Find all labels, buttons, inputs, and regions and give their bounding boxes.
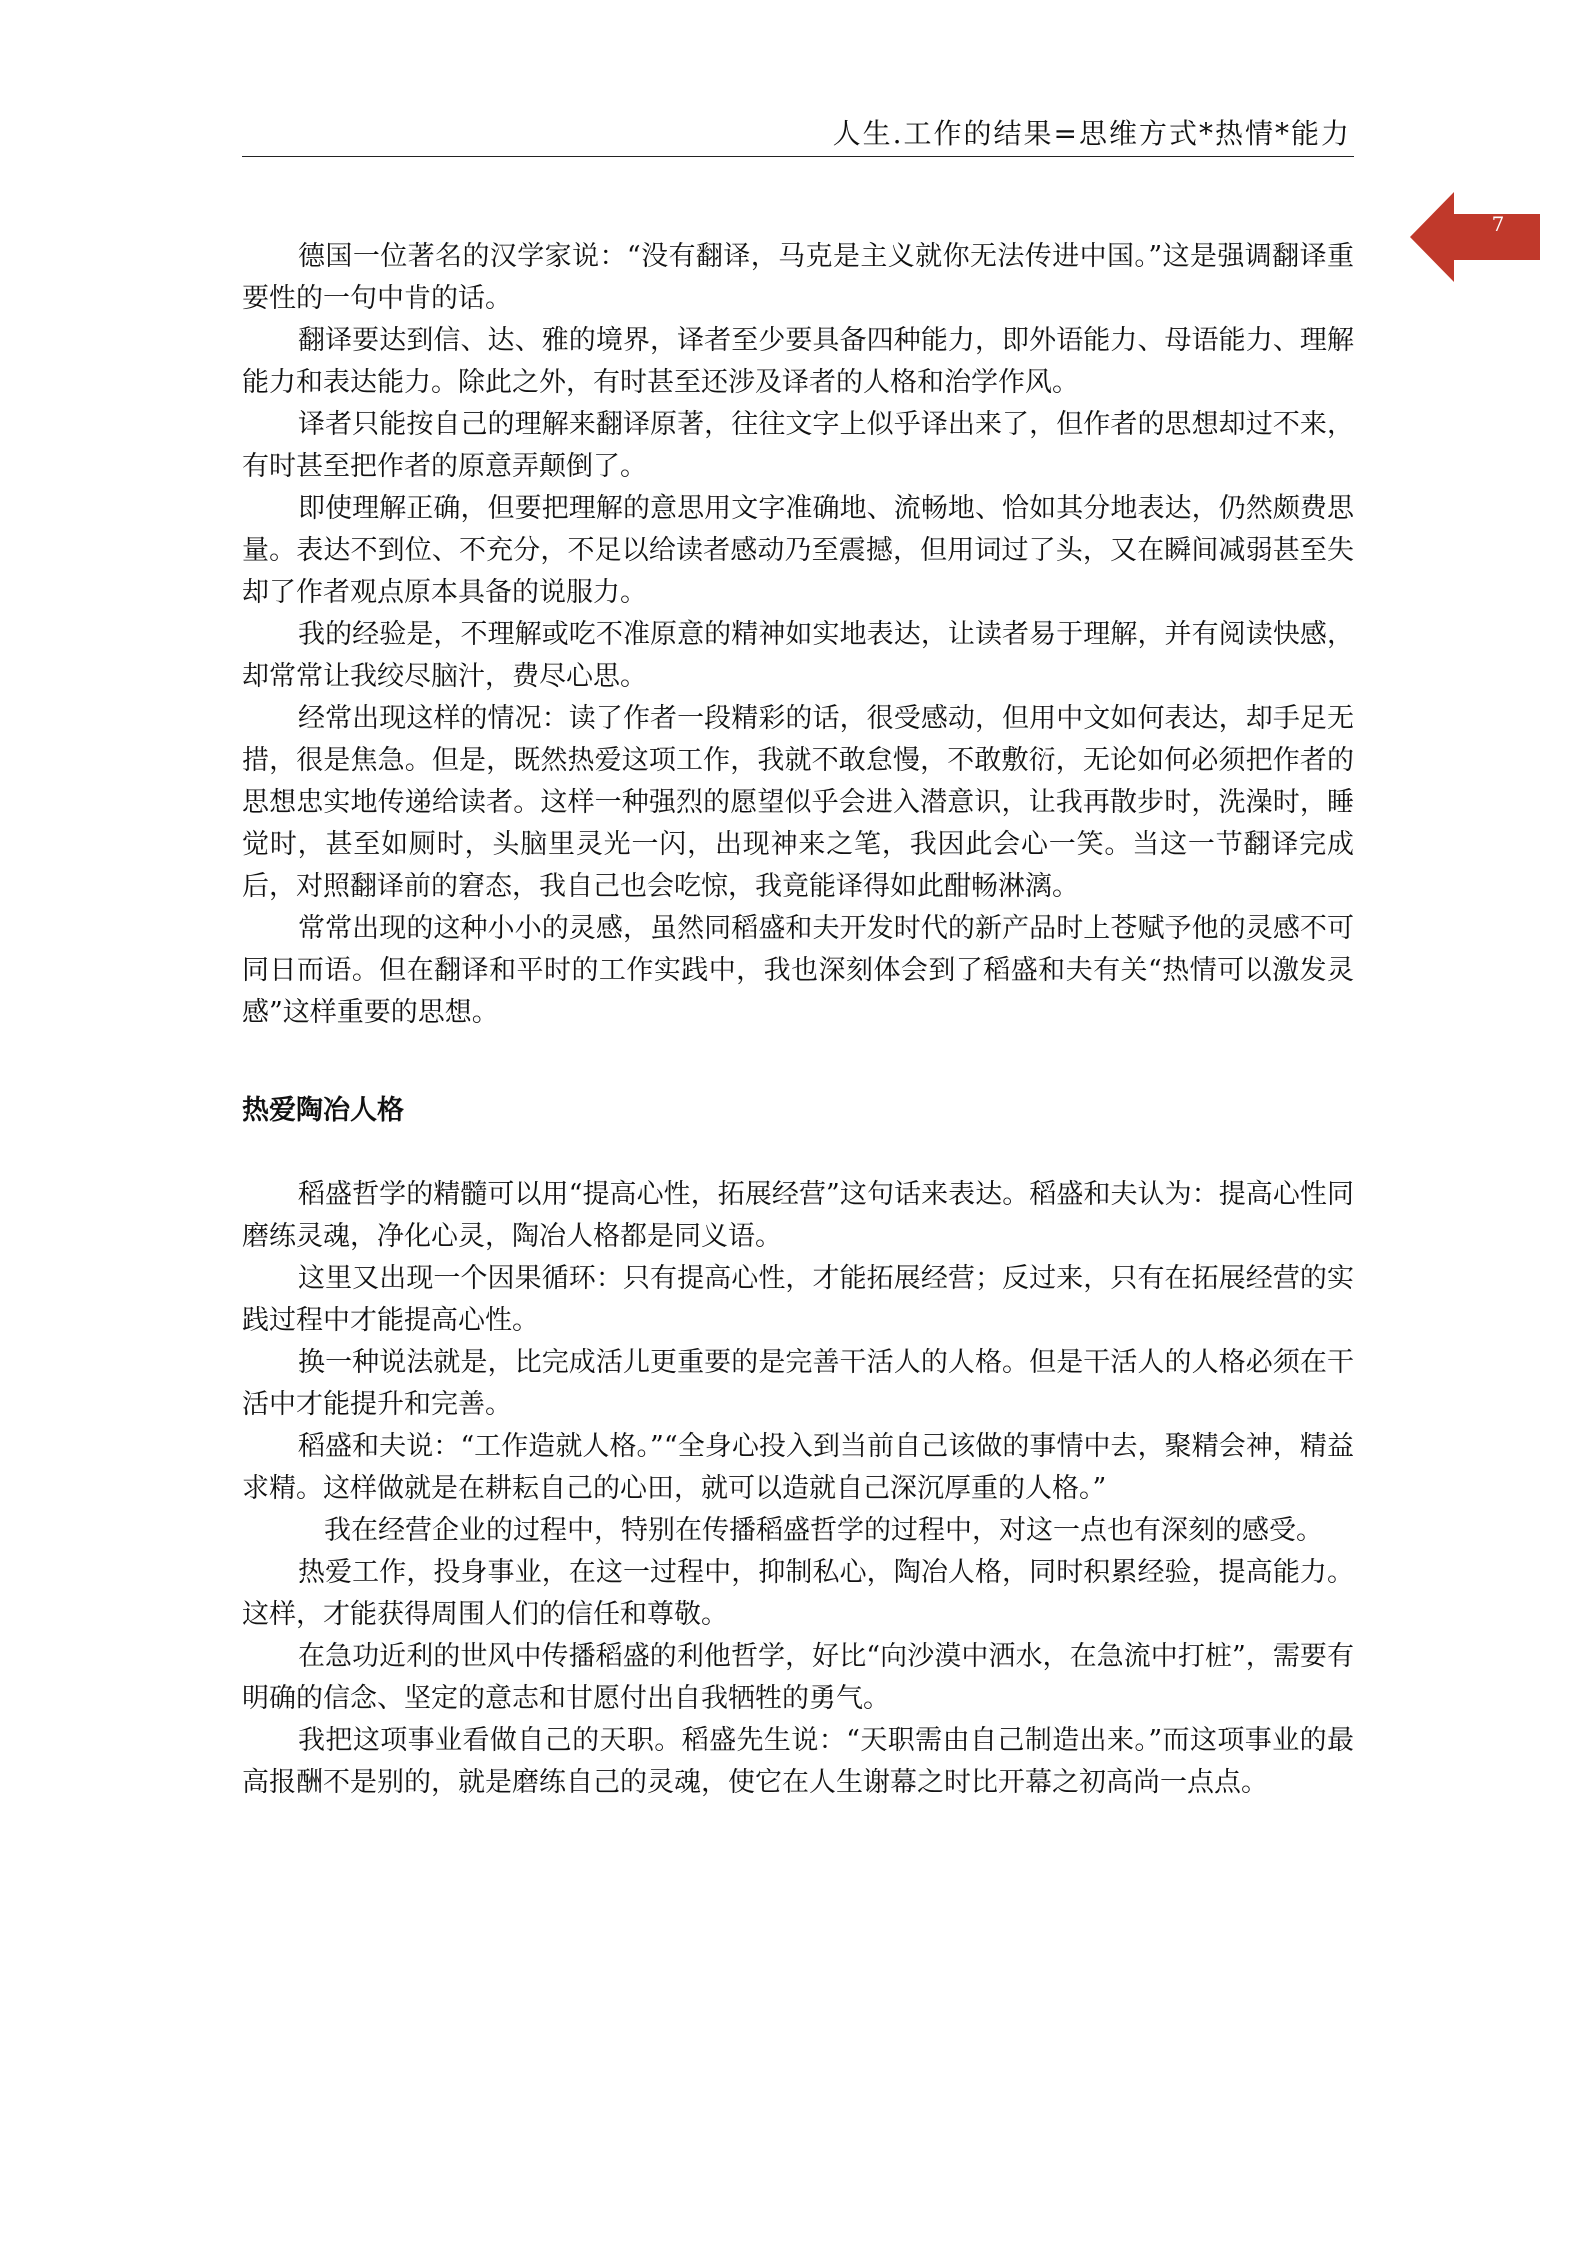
paragraph: 经常出现这样的情况：读了作者一段精彩的话，很受感动，但用中文如何表达，却手足无措，很是焦急。但是，既然热爱这项工作，我就不敢怠慢，不敢敷衍，无论如何必须把作者的思想忠实地传递给读者。这样一种强烈的愿望似乎会进入潜意识，让我再散步时，洗澡时，睡觉时，甚至如厕时，头脑里灵光一闪，出现神来之笔，我因此会心一笑。当这一节翻译完成后，对照翻译前的窘态，我自己也会吃惊，我竟能译得如此酣畅淋漓。	[242, 703, 1354, 902]
paragraph: 我在经营企业的过程中，特别在传播稻盛哲学的过程中，对这一点也有深刻的感受。	[324, 1515, 1323, 1546]
paragraph: 稻盛哲学的精髓可以用“提高心性，拓展经营”这句话来表达。稻盛和夫认为：提高心性同磨练灵魂，净化心灵，陶冶人格都是同义语。	[242, 1179, 1354, 1252]
paragraph: 在急功近利的世风中传播稻盛的利他哲学，好比“向沙漠中洒水，在急流中打桩”，需要有明确的信念、坚定的意志和甘愿付出自我牺牲的勇气。	[242, 1641, 1354, 1714]
paragraph: 我的经验是，不理解或吃不准原意的精神如实地表达，让读者易于理解，并有阅读快感，却常常让我绞尽脑汁，费尽心思。	[242, 619, 1354, 692]
paragraph: 我把这项事业看做自己的天职。稻盛先生说：“天职需由自己制造出来。”而这项事业的最高报酬不是别的，就是磨练自己的灵魂，使它在人生谢幕之时比开幕之初高尚一点点。	[242, 1725, 1354, 1798]
paragraph: 这里又出现一个因果循环：只有提高心性，才能拓展经营；反过来，只有在拓展经营的实践过程中才能提高心性。	[242, 1263, 1354, 1336]
paragraph: 稻盛和夫说：“工作造就人格。”“全身心投入到当前自己该做的事情中去，聚精会神，精益求精。这样做就是在耕耘自己的心田，就可以造就自己深沉厚重的人格。”	[242, 1431, 1354, 1504]
paragraph: 常常出现的这种小小的灵感，虽然同稻盛和夫开发时代的新产品时上苍赋予他的灵感不可同日而语。但在翻译和平时的工作实践中，我也深刻体会到了稻盛和夫有关“热情可以激发灵感”这样重要的思想。	[242, 913, 1354, 1028]
header-title: 人生.工作的结果=思维方式*热情*能力	[832, 117, 1351, 150]
document-body	[242, 236, 1354, 1804]
paragraph: 换一种说法就是，比完成活儿更重要的是完善干活人的人格。但是干活人的人格必须在干活中才能提升和完善。	[242, 1347, 1354, 1420]
page-number-tab	[1410, 192, 1540, 282]
paragraph: 热爱工作，投身事业，在这一过程中，抑制私心，陶冶人格，同时积累经验，提高能力。这样，才能获得周围人们的信任和尊敬。	[242, 1557, 1354, 1630]
paragraph: 翻译要达到信、达、雅的境界，译者至少要具备四种能力，即外语能力、母语能力、理解能力和表达能力。除此之外，有时甚至还涉及译者的人格和治学作风。	[242, 325, 1354, 398]
paragraph: 译者只能按自己的理解来翻译原著，往往文字上似乎译出来了，但作者的思想却过不来，有时甚至把作者的原意弄颠倒了。	[242, 409, 1354, 482]
header-rule	[242, 156, 1354, 157]
left-arrow-icon	[1410, 192, 1540, 282]
paragraph: 即使理解正确，但要把理解的意思用文字准确地、流畅地、恰如其分地表达，仍然颇费思量。表达不到位、不充分，不足以给读者感动乃至震撼，但用词过了头，又在瞬间减弱甚至失却了作者观点原本具备的说服力。	[242, 493, 1354, 608]
section-heading: 热爱陶冶人格	[242, 1095, 404, 1126]
paragraph: 德国一位著名的汉学家说：“没有翻译，马克是主义就你无法传进中国。”这是强调翻译重要性的一句中肯的话。	[242, 241, 1354, 314]
page-number: 7	[1491, 212, 1505, 236]
